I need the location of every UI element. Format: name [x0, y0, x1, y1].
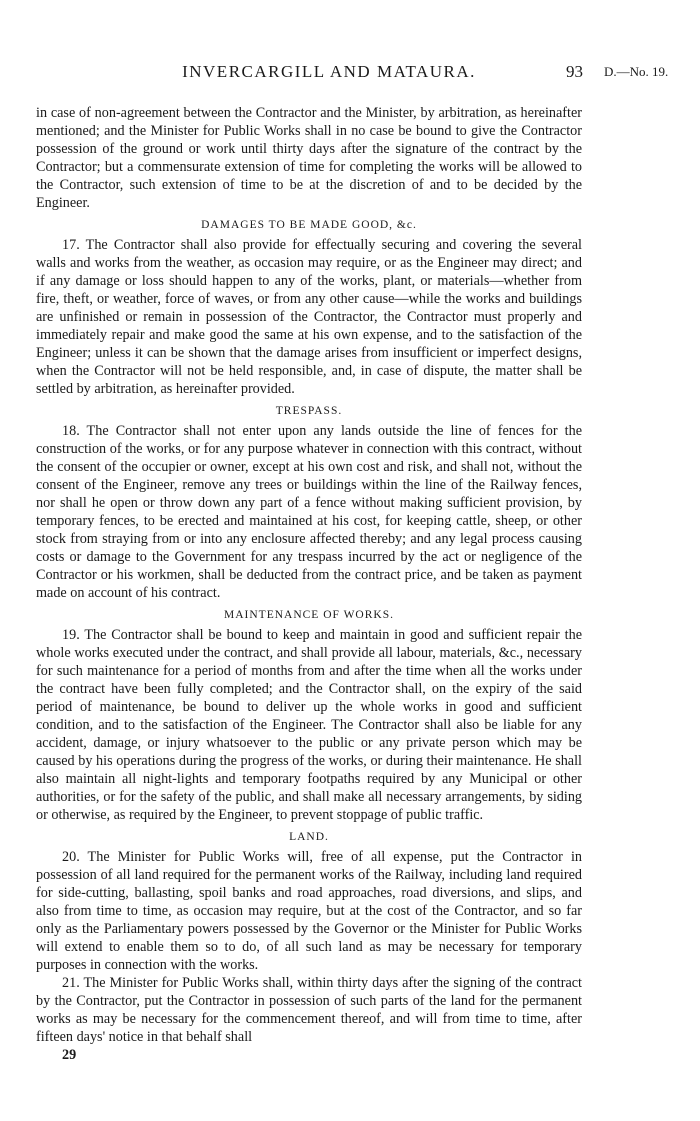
clause-19: 19. The Contractor shall be bound to keep and maintain in good and sufficient repair the whole works executed under the contract, and shall provide all labour, materials, &c., necessary for such maintenance for a period of months from and after the time when all the works under the contract have been fully completed; and the Contractor shall, on the expiry of the said period of maintenance, be bound to deliver up the whole works in good and sufficient condition, and to the satisfaction of the Engineer. The Contractor shall also be liable for any accident, damage, or injury whatsoever to the public or any private person which may be caused by his operations during the progress of the works, or during their maintenance. He shall also maintain all night-lights and temporary footpaths required by any Municipal or other authorities, or for the safety of the public, and shall make all necessary arrangements, by siding or otherwise, as required by the Engineer, to prevent stoppage of public traffic.	[36, 627, 582, 823]
clause-21: 21. The Minister for Public Works shall, within thirty days after the signing of the contract by the Contractor, put the Contractor in possession of such parts of the land for the permanent works as may be necessary for the commencement thereof, and will from time to time, after fifteen days' notice in that behalf shall	[36, 975, 582, 1045]
section-heading-maintenance: MAINTENANCE OF WORKS.	[224, 609, 394, 621]
clause-20: 20. The Minister for Public Works will, free of all expense, put the Contractor in possession of all land required for the permanent works of the Railway, including land required for side-cutting, ballasting, spoil banks and road approaches, road diversions, and slips, and also from time to time, as occasion may require, but at the cost of the Contractor, and so far only as the Parliamentary powers possessed by the Governor or the Minister for Public Works will extend to enable them so to do, of all such land as may be necessary for temporary purposes in connection with the works.	[36, 849, 582, 973]
document-reference: D.—No. 19.	[604, 64, 669, 79]
page-number: 93	[566, 62, 583, 81]
paragraph-continuation: in case of non-agreement between the Contractor and the Minister, by arbitration, as hereinafter mentioned; and the Minister for Public Works shall in no case be bound to give the Contractor possession of the ground or work until thirty days after the signature of the contract by the Contractor; but a commensurate extension of time for completing the works will be allowed to the Contractor, such extension of time to be at the discretion of and to be decided by the Engineer.	[36, 105, 582, 211]
body-text	[36, 104, 582, 1064]
running-title: INVERCARGILL AND MATAURA.	[182, 62, 476, 81]
folio-signature: 29	[62, 1047, 77, 1063]
clause-17: 17. The Contractor shall also provide for effectually securing and covering the several walls and works from the weather, as occasion may require, or as the Engineer may direct; and if any damage or loss should happen to any of the works, plant, or materials—whether from fire, theft, or weather, force of waves, or from any other cause—while the works and buildings are unfinished or remain in possession of the Contractor, the Contractor must properly and immediately repair and make good the same at his own expense, and to the satisfaction of the Engineer; unless it can be shown that the damage arises from insufficient or imperfect designs, when the Contractor will not be held responsible, and, in case of dispute, the matter shall be settled by arbitration, as hereinafter provided.	[36, 237, 582, 397]
section-heading-trespass: TRESPASS.	[275, 405, 343, 417]
section-heading-damages: DAMAGES TO BE MADE GOOD, &c.	[201, 219, 417, 231]
section-heading-land: LAND.	[289, 831, 329, 843]
clause-18: 18. The Contractor shall not enter upon any lands outside the line of fences for the construction of the works, or for any purpose whatever in connection with this contract, without the consent of the occupier or owner, except at his own cost and risk, and shall not, without the consent of the Engineer, remove any trees or buildings within the line of the Railway fences, nor shall he open or throw down any part of a fence without making sufficient provision, by temporary fences, to be erected and maintained at his cost, for keeping cattle, sheep, or other stock from straying from or into any enclosure affected thereby; and any legal process causing costs or damage to the Government for any trespass incurred by the act or negligence of the Contractor or his workmen, shall be deducted from the contract price, and be taken as payment made on account of his contract.	[36, 423, 582, 601]
